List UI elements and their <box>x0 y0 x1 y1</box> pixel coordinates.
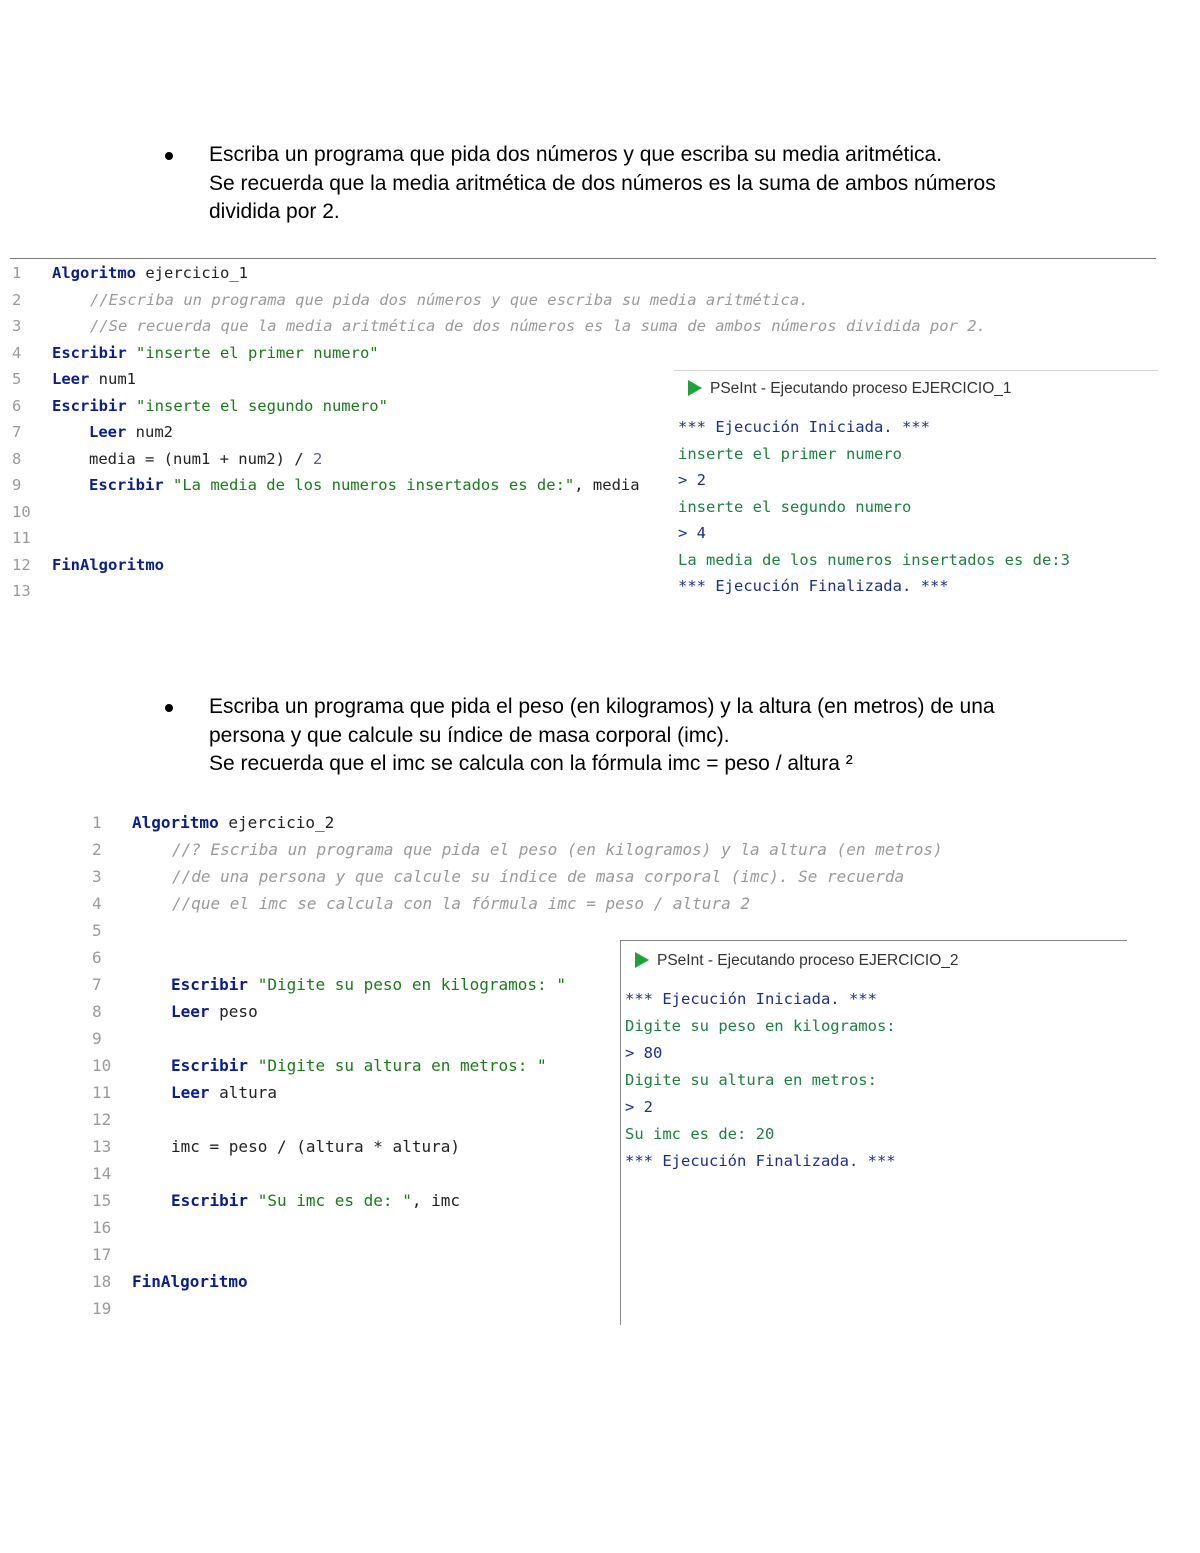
line-number: 11 <box>12 529 31 547</box>
line-number: 1 <box>92 813 102 832</box>
line-number: 13 <box>12 582 31 600</box>
line-number: 8 <box>92 1002 102 1021</box>
console-input: > 80 <box>625 1044 663 1062</box>
code-keyword: Algoritmo <box>132 813 219 832</box>
code-text: imc = peso / (altura * altura) <box>171 1137 460 1156</box>
line-number: 16 <box>92 1218 112 1237</box>
code-string: "inserte el segundo numero" <box>126 396 388 415</box>
code-keyword: Escribir <box>52 343 127 362</box>
code-string: "Digite su peso en kilogramos: " <box>248 975 566 994</box>
code-keyword: Leer <box>89 423 127 441</box>
code-keyword: Escribir <box>171 1056 249 1075</box>
line-number: 2 <box>12 290 22 309</box>
code-string: "inserte el primer numero" <box>126 343 379 362</box>
divider <box>10 258 1156 259</box>
console-window-2 <box>620 940 1127 1325</box>
code-keyword: Escribir <box>52 396 127 415</box>
exercise-2-line-2: persona y que calcule su índice de masa corporal (imc). <box>209 723 730 747</box>
line-number: 17 <box>92 1245 112 1264</box>
code-text: , media <box>574 476 640 494</box>
line-number: 9 <box>12 476 22 494</box>
code-comment: //que el imc se calcula con la fórmula imc = peso / altura 2 <box>172 894 750 913</box>
console-input: > 4 <box>678 524 706 542</box>
line-number: 12 <box>92 1110 112 1129</box>
line-number: 6 <box>92 948 102 967</box>
code-keyword: Leer <box>52 370 90 388</box>
exercise-2-line-1: Escriba un programa que pida el peso (en kilogramos) y la altura (en metros) de una <box>209 695 995 718</box>
code-keyword: Escribir <box>89 476 164 494</box>
console-line: inserte el segundo numero <box>678 497 912 516</box>
code-text: peso <box>209 1002 258 1021</box>
exercise-1-line-1: Escriba un programa que pida dos números y que escriba su media aritmética. <box>209 143 943 166</box>
console-input: > 2 <box>678 471 706 489</box>
bullet-icon <box>165 152 173 160</box>
console-title: PSeInt - Ejecutando proceso EJERCICIO_2 <box>657 952 959 969</box>
line-number: 12 <box>12 555 31 574</box>
line-number: 11 <box>92 1083 112 1102</box>
console-line: La media de los numeros insertados es de:3 <box>678 550 1070 569</box>
console-title: PSeInt - Ejecutando proceso EJERCICIO_1 <box>710 380 1012 397</box>
code-comment: //Escriba un programa que pida dos números y que escriba su media aritmética. <box>90 290 809 309</box>
line-number: 15 <box>92 1191 112 1210</box>
console-input: > 2 <box>625 1098 653 1116</box>
line-number: 7 <box>92 975 102 994</box>
code-keyword: Algoritmo <box>52 264 136 282</box>
console-line: Su imc es de: 20 <box>625 1125 775 1143</box>
exercise-1-line-3: dividida por 2. <box>209 200 340 223</box>
code-keyword: Leer <box>171 1002 210 1021</box>
code-string: "La media de los numeros insertados es de:" <box>163 476 575 494</box>
code-keyword: Leer <box>171 1083 210 1102</box>
console-line: *** Ejecución Finalizada. *** <box>625 1152 896 1170</box>
pseint-play-icon <box>688 380 702 396</box>
line-number: 5 <box>12 370 22 388</box>
code-number: 2 <box>312 449 323 468</box>
line-number: 3 <box>92 867 102 886</box>
code-text: num2 <box>126 423 173 441</box>
code-text: num1 <box>89 370 136 388</box>
console-line: *** Ejecución Iniciada. *** <box>625 990 877 1008</box>
line-number: 4 <box>12 343 22 362</box>
console-line: Digite su altura en metros: <box>625 1071 877 1089</box>
code-keyword: FinAlgoritmo <box>132 1272 248 1291</box>
line-number: 7 <box>12 423 22 441</box>
code-string: "Su imc es de: " <box>248 1191 412 1210</box>
line-number: 10 <box>92 1056 112 1075</box>
line-number: 4 <box>92 894 102 913</box>
code-keyword: Escribir <box>171 975 249 994</box>
exercise-2-line-3: Se recuerda que el imc se calcula con la fórmula imc = peso / altura ² <box>209 752 853 775</box>
line-number: 10 <box>12 502 31 521</box>
bullet-icon <box>165 704 173 712</box>
console-title-bar[interactable] <box>635 952 959 970</box>
line-number: 3 <box>12 317 22 335</box>
line-number: 6 <box>12 396 22 415</box>
code-text: ejercicio_1 <box>136 264 248 282</box>
code-text: ejercicio_2 <box>218 813 335 832</box>
line-number: 14 <box>92 1164 112 1183</box>
code-comment: //Se recuerda que la media aritmética de dos números es la suma de ambos números dividida por 2. <box>90 317 986 335</box>
code-comment: //? Escriba un programa que pida el peso (en kilogramos) y la altura (en metros) <box>172 840 943 859</box>
line-number: 1 <box>12 264 22 282</box>
line-number: 18 <box>92 1272 112 1291</box>
line-number: 13 <box>92 1137 112 1156</box>
console-line: Digite su peso en kilogramos: <box>625 1017 896 1035</box>
code-text: , imc <box>411 1191 460 1210</box>
console-window-1 <box>674 370 1158 609</box>
line-number: 8 <box>12 449 22 468</box>
code-keyword: Escribir <box>171 1191 249 1210</box>
line-number: 2 <box>92 840 102 859</box>
console-line: *** Ejecución Iniciada. *** <box>678 418 930 436</box>
exercise-1-line-2: Se recuerda que la media aritmética de dos números es la suma de ambos números <box>209 171 996 195</box>
console-line: inserte el primer numero <box>678 444 902 463</box>
code-text: altura <box>209 1083 277 1102</box>
line-number: 5 <box>92 921 102 940</box>
console-line: *** Ejecución Finalizada. *** <box>678 577 949 595</box>
console-title-bar[interactable] <box>688 380 1012 398</box>
pseint-play-icon <box>635 952 649 968</box>
code-text: media = (num1 + num2) / <box>89 449 313 468</box>
code-comment: //de una persona y que calcule su índice de masa corporal (imc). Se recuerda <box>172 867 905 886</box>
line-number: 19 <box>92 1299 112 1318</box>
code-string: "Digite su altura en metros: " <box>248 1056 547 1075</box>
line-number: 9 <box>92 1029 102 1048</box>
code-keyword: FinAlgoritmo <box>52 555 164 574</box>
